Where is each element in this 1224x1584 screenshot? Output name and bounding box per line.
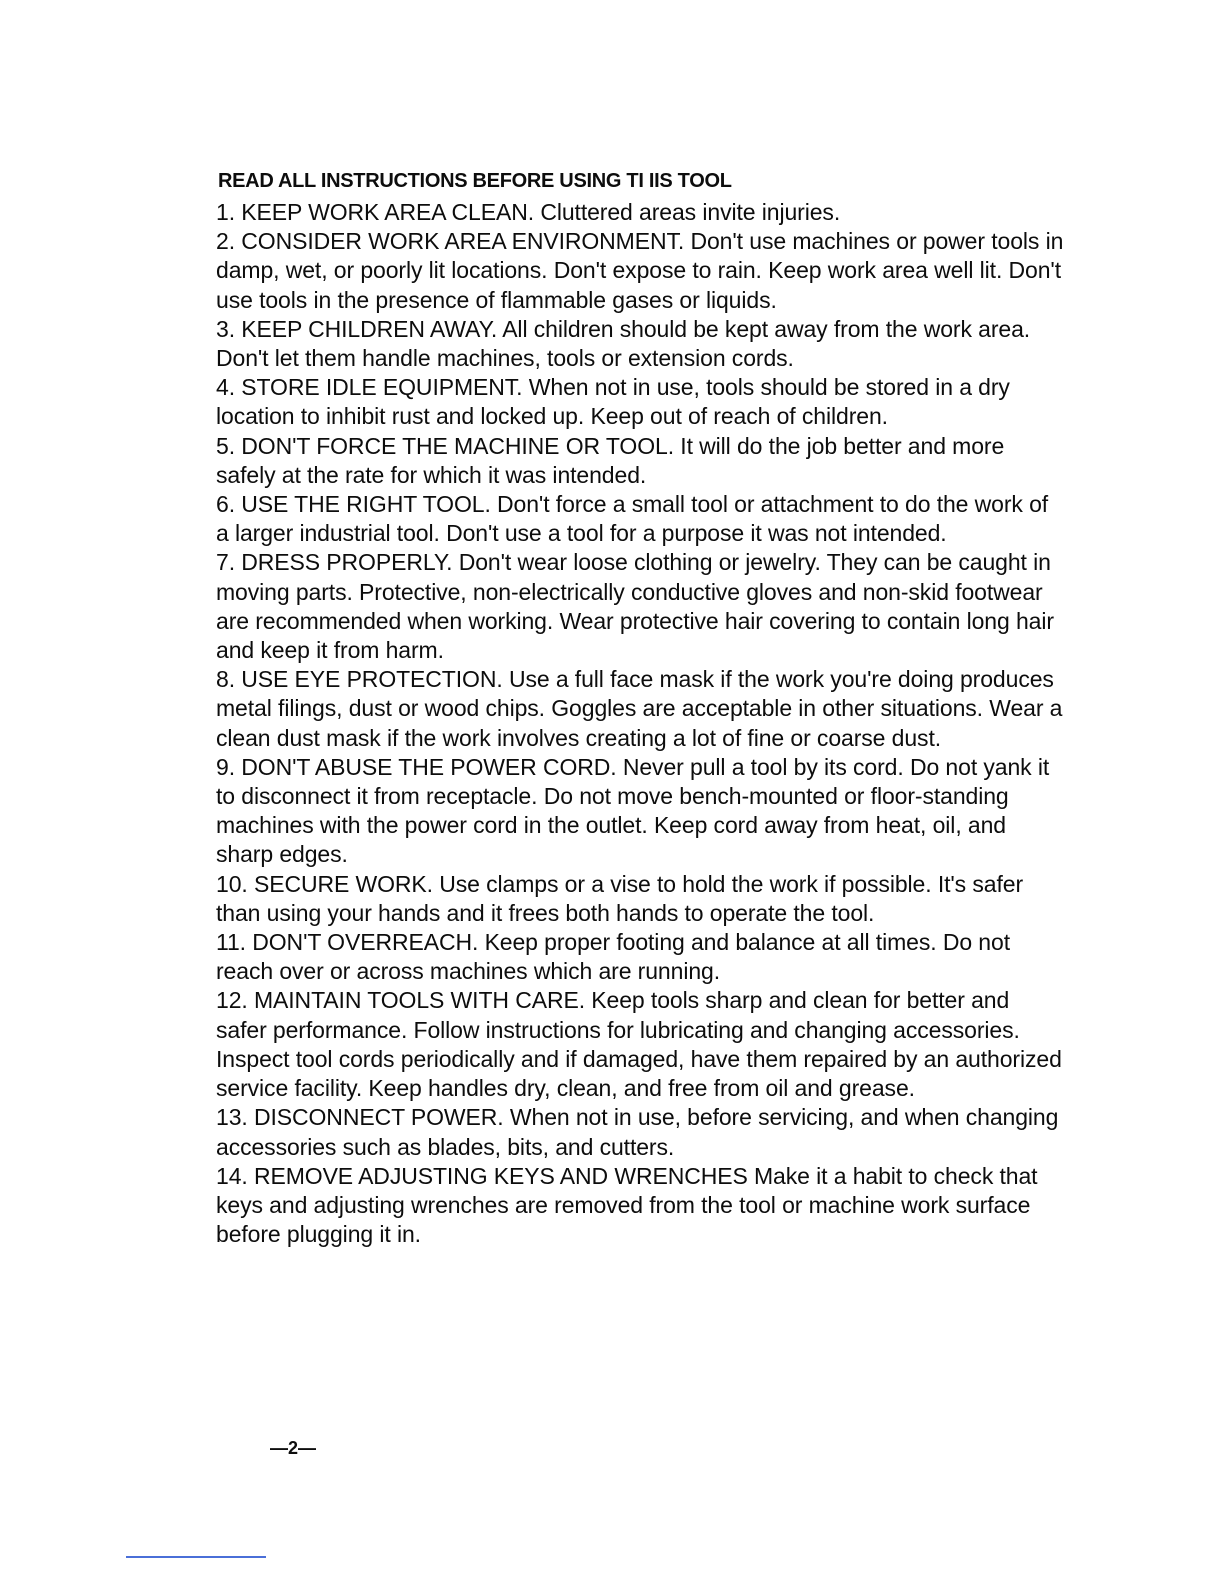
item-body: Don't use machines or power tools in damp, wet, or poorly lit locations. Don't expose to rain. Keep work area well lit. Don't use tools in the presence of flammable gases or liquids. xyxy=(216,228,1064,313)
item-lead: 11. DON'T OVERREACH. xyxy=(216,929,479,956)
item-lead: 3. KEEP CHILDREN AWAY. xyxy=(216,315,498,342)
item-body: When not in use, tools should be stored in a dry location to inhibit rust and locked up. Keep out of reach of children. xyxy=(216,374,1010,430)
item-lead: 8. USE EYE PROTECTION. xyxy=(216,666,503,693)
item-lead: 14. REMOVE ADJUSTING KEYS AND WRENCHES xyxy=(216,1162,748,1189)
item-body: Use a full face mask if the work you're doing produces metal filings, dust or wood chips. Goggles are acceptable in other situations. Wear a clean dust mask if the work involves creating a lot of fine or coarse dust. xyxy=(216,666,1063,751)
item-body: All children should be kept away from the work area. Don't let them handle machines, tools or extension cords. xyxy=(216,315,1031,372)
item-body: Use clamps or a vise to hold the work if possible. It's safer than using your hands and it frees both hands to operate the tool. xyxy=(216,870,1024,926)
list-item xyxy=(216,665,1066,753)
item-lead: 9. DON'T ABUSE THE POWER CORD. xyxy=(216,753,617,780)
item-lead: 1. KEEP WORK AREA CLEAN. xyxy=(216,199,535,225)
list-item xyxy=(216,986,1066,1103)
list-item xyxy=(216,432,1066,490)
item-body: When not in use, before servicing, and when changing accessories such as blades, bits, and cutters. xyxy=(216,1104,1059,1160)
footer-rule xyxy=(126,1556,266,1558)
item-body: Don't force a small tool or attachment to do the work of a larger industrial tool. Don't use a tool for a purpose it was not intended. xyxy=(216,491,1049,547)
list-item xyxy=(216,548,1066,665)
page-number: —2— xyxy=(270,1438,317,1458)
item-body: Make it a habit to check that keys and adjusting wrenches are removed from the tool or machine work surface before plugging it in. xyxy=(216,1162,1038,1248)
item-lead: 4. STORE IDLE EQUIPMENT. xyxy=(216,374,523,401)
item-body: Cluttered areas invite injuries. xyxy=(540,199,841,225)
item-body: It will do the job better and more safely at the rate for which it was intended. xyxy=(216,432,1005,488)
list-item xyxy=(216,928,1066,986)
list-item xyxy=(216,198,1066,227)
list-item xyxy=(216,870,1066,928)
item-lead: 10. SECURE WORK. xyxy=(216,870,433,897)
list-item xyxy=(216,227,1066,315)
list-item xyxy=(216,1103,1066,1161)
item-lead: 12. MAINTAIN TOOLS WITH CARE. xyxy=(216,987,585,1014)
safety-instructions-list xyxy=(216,198,1066,1249)
item-lead: 13. DISCONNECT POWER. xyxy=(216,1104,504,1131)
list-item xyxy=(216,490,1066,548)
list-item xyxy=(216,373,1066,431)
item-lead: 5. DON'T FORCE THE MACHINE OR TOOL. xyxy=(216,432,674,459)
item-body: Keep tools sharp and clean for better and safer performance. Follow instructions for lubricating and changing accessories. Inspect tool cords periodically and if damaged, have them repaired by an authorized service facility. Keep handles dry, clean, and free from oil and grease. xyxy=(216,987,1062,1102)
item-lead: 7. DRESS PROPERLY. xyxy=(216,549,453,576)
list-item xyxy=(216,1162,1066,1250)
item-body: Keep proper footing and balance at all times. Do not reach over or across machines which are running. xyxy=(216,929,1010,985)
item-lead: 2. CONSIDER WORK AREA ENVIRONMENT. xyxy=(216,228,685,255)
item-body: Never pull a tool by its cord. Do not yank it to disconnect it from receptacle. Do not move bench-mounted or floor-standing machines with the power cord in the outlet. Keep cord away from heat, oil, and sharp edges. xyxy=(216,753,1050,868)
item-lead: 6. USE THE RIGHT TOOL. xyxy=(216,491,491,518)
list-item xyxy=(216,315,1066,373)
item-body: Don't wear loose clothing or jewelry. They can be caught in moving parts. Protective, non-electrically conductive gloves and non-skid footwear are recommended when working. Wear protective hair covering to contain long hair and keep it from harm. xyxy=(216,549,1054,664)
page-header: READ ALL INSTRUCTIONS BEFORE USING TI IIS TOOL xyxy=(218,170,732,192)
list-item xyxy=(216,753,1066,870)
